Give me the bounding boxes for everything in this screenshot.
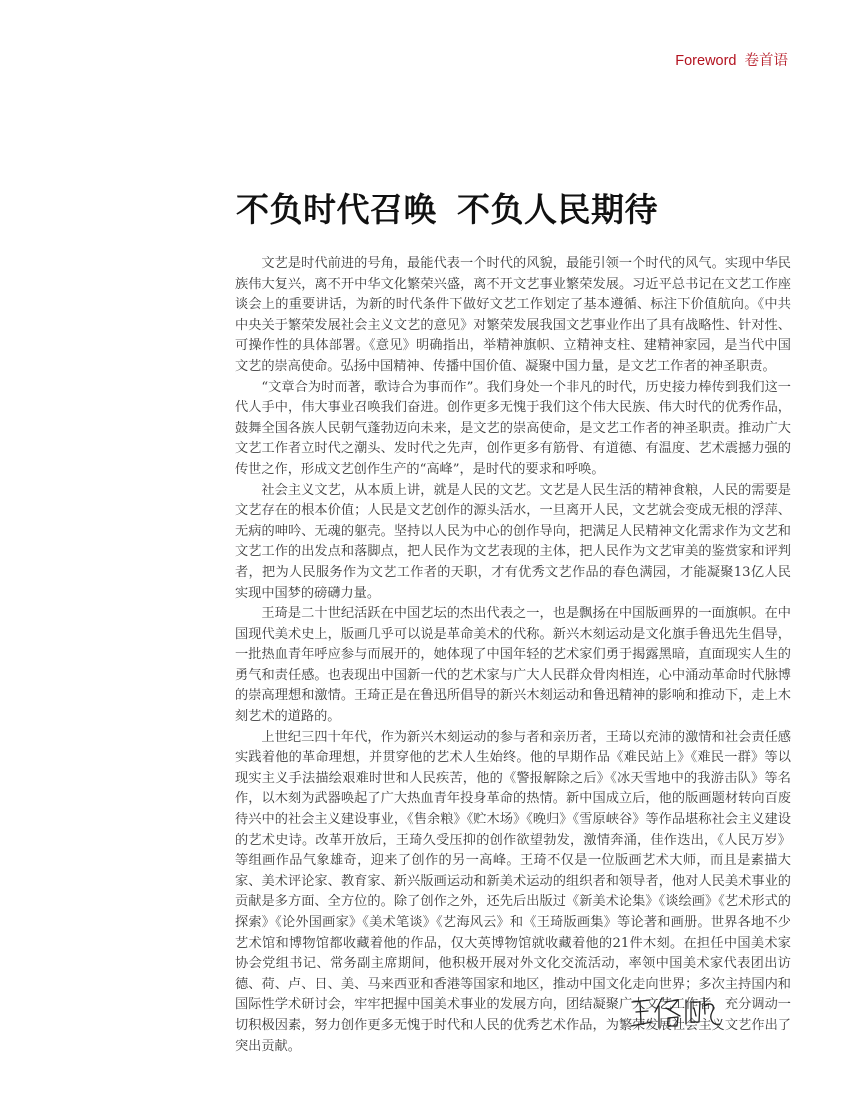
paragraph: 上世纪三四十年代，作为新兴木刻运动的参与者和亲历者，王琦以充沛的激情和社会责任感实践着他的革命理想，并贯穿他的艺术人生始终。他的早期作品《难民站上》《难民一群》等以现实主义手法描绘艰难时世和人民疾苦，他的《警报解除之后》《冰天雪地中的我游击队》等名作，以木刻为武器唤起了广大热血青年投身革命的热情。新中国成立后，他的版画题材转向百废待兴中的社会主义建设事业，《售余粮》《贮木场》《晚归》《雪原峡谷》等作品堪称社会主义建设的艺术史诗。改革开放后，王琦久受压抑的创作欲望勃发，激情奔涌，佳作迭出，《人民万岁》等组画作品气象雄奇，迎来了创作的另一高峰。王琦不仅是一位版画艺术大师，而且是素描大家、美术评论家、教育家、新兴版画运动和新美术运动的组织者和领导者，他对人民美术事业的贡献是多方面、全方位的。除了创作之外，还先后出版过《新美术论集》《谈绘画》《艺术形式的探索》《论外国画家》《美术笔谈》《艺海风云》和《王琦版画集》等论著和画册。世界各地不少艺术馆和博物馆都收藏着他的作品，仅大英博物馆就收藏着他的21件木刻。在担任中国美术家协会党组书记、常务副主席期间，他积极开展对外文化交流活动，率领中国美术家代表团出访德、荷、卢、日、美、马来西亚和香港等国家和地区，推动中国文化走向世界；多次主持国内和国际性学术研讨会，牢牢把握中国美术事业的发展方向，团结凝聚广大文艺工作者，充分调动一切积极因素，努力创作更多无愧于时代和人民的优秀艺术作品，为繁荣发展社会主义文艺作出了突出贡献。: [235, 729, 791, 1054]
paragraph: 社会主义文艺，从本质上讲，就是人民的文艺。文艺是人民生活的精神食粮，人民的需要是文艺存在的根本价值；人民是文艺创作的源头活水，一旦离开人民，文艺就会变成无根的浮萍、无病的呻吟、无魂的躯壳。坚持以人民为中心的创作导向，把满足人民精神文化需求作为文艺和文艺工作的出发点和落脚点，把人民作为文艺表现的主体，把人民作为文艺审美的鉴赏家和评判者，把为人民服务作为文艺工作者的天职，才有优秀文艺作品的春色满园，才能凝聚13亿人民实现中国梦的磅礴力量。: [235, 482, 791, 601]
paragraph: “文章合为时而著，歌诗合为事而作”。我们身处一个非凡的时代，历史接力棒传到我们这一代人手中，伟大事业召唤我们奋进。创作更多无愧于我们这个伟大民族、伟大时代的优秀作品，鼓舞全国各族人民朝气蓬勃迈向未来，是文艺的崇高使命，是文艺工作者的神圣职责。推动广大文艺工作者立时代之潮头、发时代之先声，创作更多有筋骨、有道德、有温度、艺术震撼力强的传世之作，形成文艺创作生产的“高峰”，是时代的要求和呼唤。: [235, 379, 791, 477]
paragraph: 文艺是时代前进的号角，最能代表一个时代的风貌，最能引领一个时代的风气。实现中华民族伟大复兴，离不开中华文化繁荣兴盛，离不开文艺事业繁荣发展。习近平总书记在文艺工作座谈会上的重要讲话，为新的时代条件下做好文艺工作划定了基本遵循、标注下价值航向。《中共中央关于繁荣发展社会主义文艺的意见》对繁荣发展我国文艺事业作出了具有战略性、针对性、可操作性的具体部署。《意见》明确指出，举精神旗帜、立精神支柱、建精神家园，是当代中国文艺的崇高使命。弘扬中国精神、传播中国价值、凝聚中国力量，是文艺工作者的神圣职责。: [235, 256, 791, 374]
handwritten-signature: [628, 990, 728, 1034]
header-chinese: 卷首语: [744, 53, 788, 69]
header-english: Foreword: [675, 53, 737, 69]
section-header: [675, 49, 788, 70]
title-part-2: 不负人民期待: [457, 190, 658, 229]
title-part-1: 不负时代召唤: [236, 190, 437, 229]
page-title: [236, 184, 658, 231]
article-body: [235, 254, 791, 1057]
paragraph: 王琦是二十世纪活跃在中国艺坛的杰出代表之一，也是飘扬在中国版画界的一面旗帜。在中国现代美术史上，版画几乎可以说是革命美术的代称。新兴木刻运动是文化旗手鲁迅先生倡导，一批热血青年呼应参与而展开的，她体现了中国年轻的艺术家们勇于揭露黑暗，直面现实人生的勇气和责任感。也表现出中国新一代的艺术家与广大人民群众骨肉相连，心中涌动革命时代脉博的崇高理想和激情。王琦正是在鲁迅所倡导的新兴木刻运动和鲁迅精神的影响和推动下，走上木刻艺术的道路的。: [235, 606, 791, 725]
